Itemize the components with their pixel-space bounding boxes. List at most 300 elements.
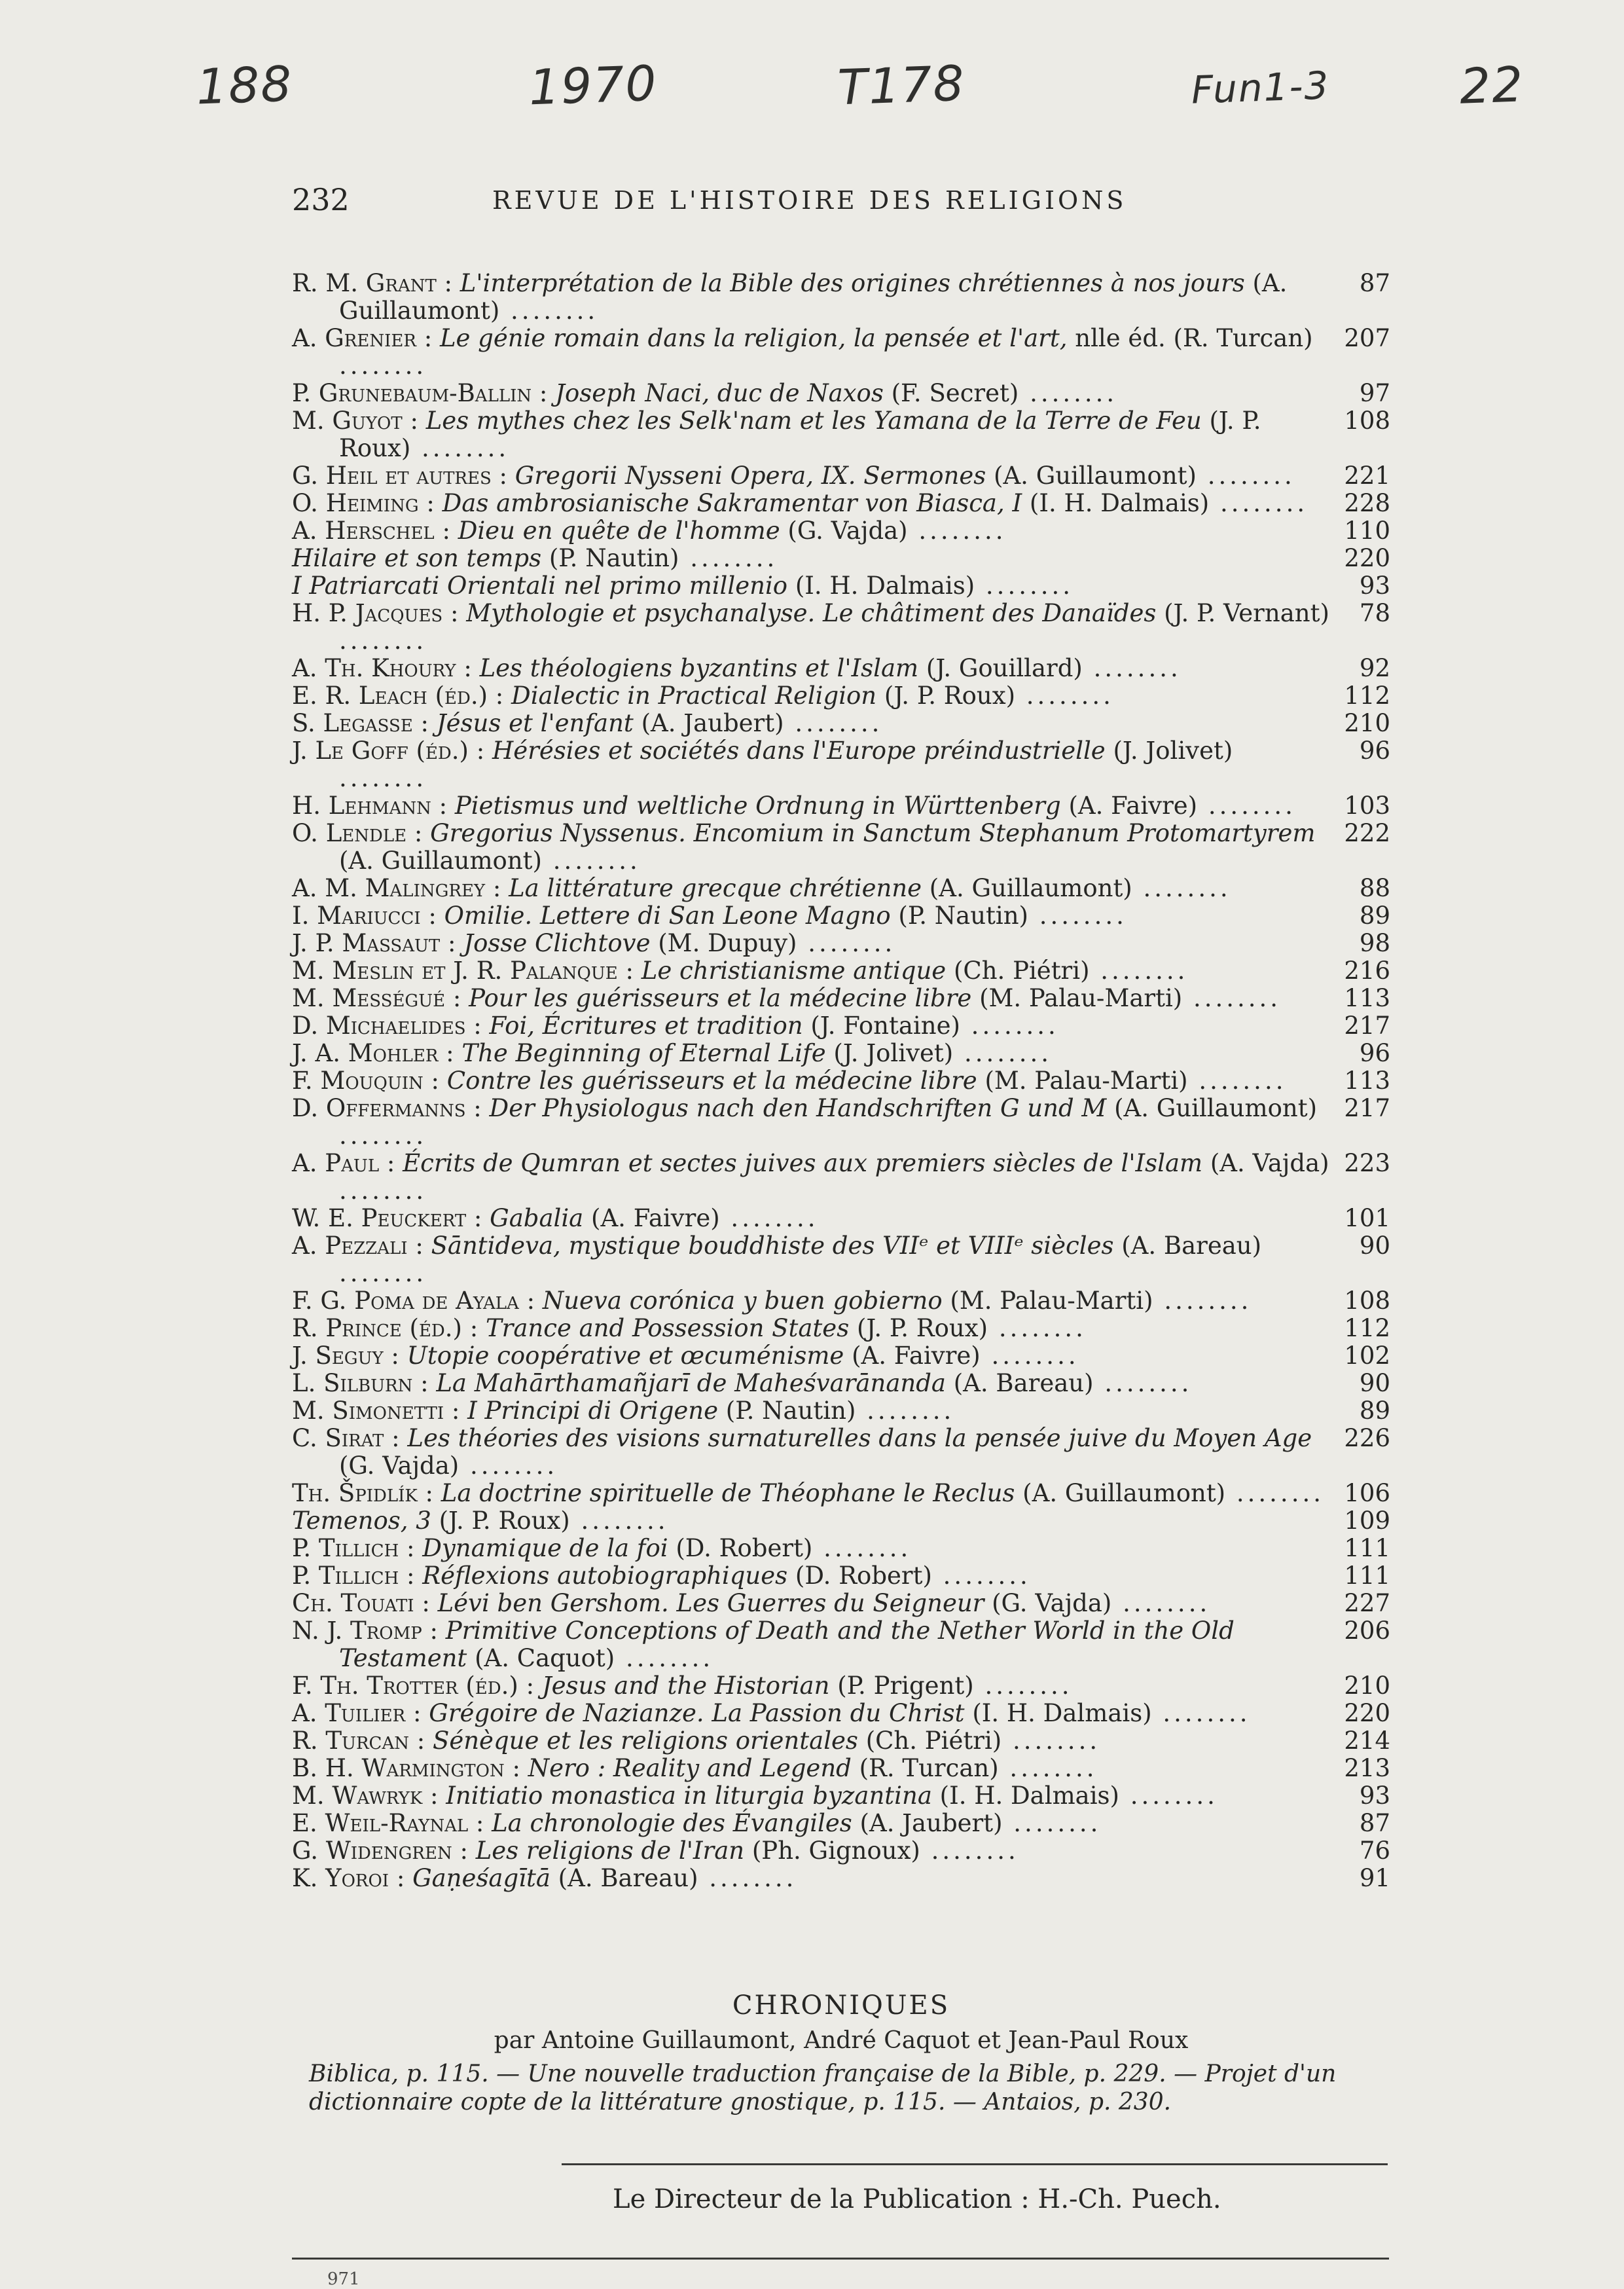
entry-author: S. Legasse : bbox=[292, 709, 429, 737]
entry-reviewer: (I. H. Dalmais) bbox=[1029, 489, 1210, 517]
handwritten-annotation-3: T178 bbox=[837, 55, 966, 117]
entry-title: I Patriarcati Orientali nel primo millenio bbox=[292, 572, 788, 600]
dot-leader: ........ bbox=[907, 517, 1007, 545]
entry-reviewer: (J. Jolivet) bbox=[833, 1039, 954, 1067]
entry-author: G. Heil et autres : bbox=[292, 462, 508, 490]
entry-title: La Mahārthamañjarī de Maheśvarānanda bbox=[436, 1369, 946, 1397]
entry-author: R. Prince (éd.) : bbox=[292, 1314, 478, 1342]
entry-reviewer: nlle éd. (R. Turcan) bbox=[1075, 324, 1313, 352]
entry-title: Écrits de Qumran et sectes juives aux premiers siècles de l'Islam bbox=[403, 1149, 1203, 1177]
index-entry-text bbox=[292, 737, 1331, 792]
index-entry bbox=[292, 1287, 1390, 1315]
index-entry bbox=[292, 462, 1390, 490]
entry-title: Hilaire et son temps bbox=[292, 544, 542, 572]
index-entry-text bbox=[292, 1810, 1331, 1837]
entry-title: Nueva corónica y buen gobierno bbox=[542, 1287, 943, 1315]
index-entry-text bbox=[292, 490, 1331, 517]
dot-leader: ........ bbox=[339, 627, 427, 655]
entry-author: M. Mességué : bbox=[292, 984, 461, 1012]
review-index-list bbox=[292, 270, 1390, 1892]
entry-reviewer: (J. P. Roux) bbox=[439, 1507, 570, 1535]
entry-author: O. Heiming : bbox=[292, 489, 435, 517]
entry-reviewer: (A. Guillaumont) bbox=[929, 874, 1132, 902]
entry-author: E. R. Leach (éd.) : bbox=[292, 682, 504, 710]
entry-author: J. A. Mohler : bbox=[292, 1039, 454, 1067]
index-entry bbox=[292, 1755, 1390, 1782]
entry-title: I Principi di Origene bbox=[467, 1397, 719, 1425]
entry-reviewer: (I. H. Dalmais) bbox=[939, 1782, 1119, 1810]
index-entry-text bbox=[292, 1342, 1331, 1370]
entry-reviewer: (F. Secret) bbox=[891, 379, 1019, 407]
index-entry-text bbox=[292, 1480, 1331, 1507]
entry-page: 76 bbox=[1359, 1837, 1390, 1865]
entry-reviewer: (A. Guillaumont) bbox=[1022, 1479, 1226, 1507]
entry-page: 221 bbox=[1344, 462, 1390, 490]
index-entry bbox=[292, 682, 1390, 710]
index-entry bbox=[292, 1507, 1390, 1535]
index-entry bbox=[292, 1205, 1390, 1232]
entry-page: 92 bbox=[1359, 654, 1390, 682]
entry-author: A. Th. Khoury : bbox=[292, 654, 472, 682]
dot-leader: ........ bbox=[410, 434, 510, 462]
dot-leader: ........ bbox=[1019, 379, 1118, 407]
dot-leader: ........ bbox=[569, 1507, 669, 1535]
dot-leader: ........ bbox=[812, 1534, 912, 1562]
entry-page: 216 bbox=[1344, 957, 1390, 985]
dot-leader: ........ bbox=[339, 1122, 427, 1150]
index-entry-text bbox=[292, 957, 1331, 985]
index-entry bbox=[292, 875, 1390, 902]
entry-title: Les théories des visions surnaturelles dans la pensée juive du Moyen Age bbox=[407, 1424, 1312, 1452]
dot-leader: ........ bbox=[1028, 902, 1127, 930]
entry-page: 93 bbox=[1359, 572, 1390, 600]
entry-title: Contre les guérisseurs et la médecine libre bbox=[446, 1067, 977, 1095]
entry-reviewer: (J. P. Roux) bbox=[856, 1314, 988, 1342]
entry-page: 103 bbox=[1344, 792, 1390, 820]
entry-author: J. P. Massaut : bbox=[292, 929, 456, 957]
entry-title: Nero : Reality and Legend bbox=[528, 1754, 852, 1782]
index-entry-text bbox=[292, 1535, 1331, 1562]
dot-leader: ........ bbox=[953, 1039, 1053, 1067]
index-entry bbox=[292, 1067, 1390, 1095]
index-entry bbox=[292, 1397, 1390, 1425]
entry-page: 217 bbox=[1344, 1094, 1390, 1122]
index-entry-text bbox=[292, 792, 1331, 820]
entry-page: 89 bbox=[1359, 902, 1390, 930]
entry-reviewer: (P. Nautin) bbox=[898, 902, 1028, 930]
entry-title: Temenos, 3 bbox=[292, 1507, 431, 1535]
entry-page: 207 bbox=[1344, 324, 1390, 352]
index-entry bbox=[292, 1865, 1390, 1892]
dot-leader: ........ bbox=[541, 847, 641, 875]
entry-page: 93 bbox=[1359, 1782, 1390, 1810]
entry-title: Pour les guérisseurs et la médecine libre bbox=[469, 984, 972, 1012]
entry-reviewer: (M. Palau-Marti) bbox=[950, 1287, 1153, 1315]
entry-page: 96 bbox=[1359, 737, 1390, 765]
handwritten-annotation-1: 188 bbox=[195, 56, 294, 116]
entry-reviewer: (I. H. Dalmais) bbox=[972, 1699, 1152, 1727]
dot-leader: ........ bbox=[615, 1644, 714, 1672]
entry-author: F. Mouquin : bbox=[292, 1067, 440, 1095]
entry-page: 210 bbox=[1344, 709, 1390, 737]
entry-author: J. Seguy : bbox=[292, 1342, 399, 1370]
index-entry bbox=[292, 545, 1390, 572]
entry-page: 101 bbox=[1344, 1204, 1390, 1232]
entry-author: Th. Špidlík : bbox=[292, 1479, 434, 1507]
dot-leader: ........ bbox=[1209, 489, 1308, 517]
index-entry-text bbox=[292, 655, 1331, 682]
entry-reviewer: (A. Faivre) bbox=[591, 1204, 720, 1232]
entry-title: Dieu en quête de l'homme bbox=[458, 517, 780, 545]
index-entry bbox=[292, 1782, 1390, 1810]
dot-leader: ........ bbox=[931, 1562, 1031, 1590]
index-entry bbox=[292, 902, 1390, 930]
entry-title: Dialectic in Practical Religion bbox=[511, 682, 877, 710]
index-entry-text bbox=[292, 1425, 1331, 1480]
entry-page: 113 bbox=[1344, 1067, 1390, 1095]
index-entry-text bbox=[292, 1865, 1331, 1892]
index-entry-text bbox=[292, 1617, 1331, 1672]
entry-page: 89 bbox=[1359, 1397, 1390, 1425]
index-entry bbox=[292, 930, 1390, 957]
entry-reviewer: (D. Robert) bbox=[676, 1534, 813, 1562]
index-entry bbox=[292, 1700, 1390, 1727]
entry-reviewer: (R. Turcan) bbox=[859, 1754, 999, 1782]
index-entry-text bbox=[292, 1095, 1331, 1150]
entry-page: 110 bbox=[1344, 517, 1390, 545]
entry-page: 108 bbox=[1344, 407, 1390, 435]
dot-leader: ........ bbox=[339, 1177, 427, 1205]
index-entry-text bbox=[292, 1782, 1331, 1810]
dot-leader: ........ bbox=[1111, 1589, 1211, 1617]
entry-author: M. Guyot : bbox=[292, 407, 418, 435]
entry-title: Trance and Possession States bbox=[485, 1314, 850, 1342]
entry-title: Initiatio monastica in liturgia byzantina bbox=[446, 1782, 932, 1810]
dot-leader: ........ bbox=[960, 1012, 1059, 1040]
dot-leader: ........ bbox=[1119, 1782, 1218, 1810]
entry-reviewer: (A. Bareau) bbox=[1121, 1232, 1262, 1260]
index-entry bbox=[292, 1095, 1390, 1150]
entry-author: M. Wawryk : bbox=[292, 1782, 439, 1810]
dot-leader: ........ bbox=[1151, 1699, 1251, 1727]
dot-leader: ........ bbox=[998, 1754, 1098, 1782]
entry-reviewer: (A. Jaubert) bbox=[859, 1809, 1003, 1837]
entry-reviewer: (Ch. Piétri) bbox=[953, 957, 1090, 985]
entry-page: 90 bbox=[1359, 1369, 1390, 1397]
entry-author: F. G. Poma de Ayala : bbox=[292, 1287, 535, 1315]
dot-leader: ........ bbox=[1001, 1727, 1101, 1755]
entry-reviewer: (P. Nautin) bbox=[549, 544, 679, 572]
entry-title: Jésus et l'enfant bbox=[436, 709, 634, 737]
entry-author: A. Grenier : bbox=[292, 324, 433, 352]
entry-reviewer: (A. Jaubert) bbox=[641, 709, 784, 737]
entry-reviewer: (A. Bareau) bbox=[558, 1864, 698, 1892]
divider-rule bbox=[562, 2163, 1388, 2165]
entry-author: Ch. Touati : bbox=[292, 1589, 430, 1617]
index-entry-text bbox=[292, 820, 1331, 875]
entry-reviewer: (A. Faivre) bbox=[852, 1342, 981, 1370]
index-entry-text bbox=[292, 1397, 1331, 1425]
dot-leader: ........ bbox=[988, 1314, 1087, 1342]
dot-leader: ........ bbox=[1182, 984, 1282, 1012]
dot-leader: ........ bbox=[339, 764, 427, 792]
index-entry-text bbox=[292, 462, 1331, 490]
entry-reviewer: (G. Vajda) bbox=[339, 1452, 460, 1480]
entry-author: D. Michaelides : bbox=[292, 1012, 482, 1040]
entry-reviewer: (J. P. Roux) bbox=[339, 407, 1261, 462]
index-entry-text bbox=[292, 1315, 1331, 1342]
chroniques-body: Biblica, p. 115. — Une nouvelle traduction française de la Bible, p. 229. — Projet d'un dictionnaire copte de la littérature gnostique, p. 115. — Antaios, p. 230. bbox=[309, 2060, 1337, 2115]
index-entry-text bbox=[292, 985, 1331, 1012]
entry-title: Sāntideva, mystique bouddhiste des VIIᵉ et VIIIᵉ siècles bbox=[431, 1232, 1114, 1260]
entry-author: J. Le Goff (éd.) : bbox=[292, 737, 485, 765]
entry-page: 87 bbox=[1359, 269, 1390, 297]
index-entry-text bbox=[292, 1837, 1331, 1865]
dot-leader: ........ bbox=[797, 929, 896, 957]
entry-title: Hérésies et sociétés dans l'Europe préindustrielle bbox=[492, 737, 1106, 765]
entry-title: La chronologie des Évangiles bbox=[492, 1809, 852, 1837]
index-entry bbox=[292, 600, 1390, 655]
index-entry bbox=[292, 1370, 1390, 1397]
index-entry-text bbox=[292, 1150, 1331, 1205]
entry-page: 112 bbox=[1344, 682, 1390, 710]
entry-title: Josse Clichtove bbox=[463, 929, 651, 957]
index-entry-text bbox=[292, 1287, 1331, 1315]
entry-page: 111 bbox=[1344, 1562, 1390, 1590]
dot-leader: ........ bbox=[1153, 1287, 1252, 1315]
index-entry bbox=[292, 655, 1390, 682]
entry-page: 217 bbox=[1344, 1012, 1390, 1040]
dot-leader: ........ bbox=[1132, 874, 1231, 902]
index-entry bbox=[292, 1590, 1390, 1617]
index-entry bbox=[292, 517, 1390, 545]
index-entry bbox=[292, 407, 1390, 462]
entry-title: La doctrine spirituelle de Théophane le Reclus bbox=[441, 1479, 1015, 1507]
entry-title: Gregorii Nysseni Opera, IX. Sermones bbox=[514, 462, 986, 490]
entry-author: M. Meslin et J. R. Palanque : bbox=[292, 957, 634, 985]
entry-reviewer: (A. Bareau) bbox=[953, 1369, 1094, 1397]
entry-reviewer: (J. Fontaine) bbox=[810, 1012, 960, 1040]
entry-title: Dynamique de la foi bbox=[422, 1534, 668, 1562]
dot-leader: ........ bbox=[1089, 957, 1189, 985]
index-entry-text bbox=[292, 902, 1331, 930]
index-entry-text bbox=[292, 1507, 1331, 1535]
dot-leader: ........ bbox=[339, 1259, 427, 1287]
entry-title: Grégoire de Nazianze. La Passion du Christ bbox=[429, 1699, 965, 1727]
index-entry bbox=[292, 1342, 1390, 1370]
entry-page: 88 bbox=[1359, 874, 1390, 902]
entry-title: Gregorius Nyssenus. Encomium in Sanctum Stephanum Protomartyrem bbox=[430, 819, 1316, 847]
dot-leader: ........ bbox=[339, 352, 427, 380]
dot-leader: ........ bbox=[920, 1837, 1019, 1865]
index-entry-text bbox=[292, 1040, 1331, 1067]
entry-title: Gabalia bbox=[490, 1204, 584, 1232]
index-entry bbox=[292, 1810, 1390, 1837]
entry-author: A. Tuilier : bbox=[292, 1699, 422, 1727]
index-entry-text bbox=[292, 1755, 1331, 1782]
index-entry bbox=[292, 1425, 1390, 1480]
entry-author: P. Tillich : bbox=[292, 1534, 415, 1562]
dot-leader: ........ bbox=[980, 1342, 1079, 1370]
running-head: REVUE DE L'HISTOIRE DES RELIGIONS bbox=[492, 186, 1127, 215]
entry-author: H. P. Jacques : bbox=[292, 599, 459, 627]
entry-reviewer: (A. Guillaumont) bbox=[1114, 1094, 1318, 1122]
index-entry-text bbox=[292, 710, 1331, 737]
index-entry bbox=[292, 572, 1390, 600]
entry-page: 87 bbox=[1359, 1809, 1390, 1837]
dot-leader: ........ bbox=[973, 1672, 1073, 1700]
dot-leader: ........ bbox=[1187, 1067, 1287, 1095]
handwritten-annotation-4: Fun1-3 bbox=[1190, 63, 1331, 113]
entry-title: Joseph Naci, duc de Naxos bbox=[555, 379, 884, 407]
entry-reviewer: (J. Jolivet) bbox=[1113, 737, 1233, 765]
index-entry bbox=[292, 710, 1390, 737]
entry-page: 210 bbox=[1344, 1672, 1390, 1700]
index-entry-text bbox=[292, 545, 1331, 572]
entry-title: Gaṇeśagītā bbox=[412, 1864, 550, 1892]
entry-author: A. M. Malingrey : bbox=[292, 874, 501, 902]
dot-leader: ........ bbox=[1196, 462, 1295, 490]
dot-leader: ........ bbox=[1002, 1809, 1102, 1837]
index-entry bbox=[292, 380, 1390, 407]
entry-reviewer: (A. Faivre) bbox=[1068, 792, 1198, 820]
index-entry bbox=[292, 1837, 1390, 1865]
entry-title: Le génie romain dans la religion, la pensée et l'art, bbox=[439, 324, 1068, 352]
index-entry-text bbox=[292, 1700, 1331, 1727]
page-number: 232 bbox=[292, 182, 350, 217]
entry-page: 96 bbox=[1359, 1039, 1390, 1067]
entry-reviewer: (G. Vajda) bbox=[787, 517, 908, 545]
index-entry-text bbox=[292, 930, 1331, 957]
entry-reviewer: (P. Nautin) bbox=[725, 1397, 856, 1425]
footer-rule bbox=[292, 2258, 1389, 2260]
entry-page: 109 bbox=[1344, 1507, 1390, 1535]
index-entry-text bbox=[292, 1370, 1331, 1397]
entry-page: 108 bbox=[1344, 1287, 1390, 1315]
entry-page: 223 bbox=[1344, 1149, 1390, 1177]
entry-page: 102 bbox=[1344, 1342, 1390, 1370]
index-entry bbox=[292, 957, 1390, 985]
entry-author: I. Mariucci : bbox=[292, 902, 437, 930]
index-entry-text bbox=[292, 407, 1331, 462]
entry-page: 97 bbox=[1359, 379, 1390, 407]
index-entry bbox=[292, 1535, 1390, 1562]
publication-director: Le Directeur de la Publication : H.-Ch. Puech. bbox=[613, 2184, 1221, 2214]
entry-author: A. Herschel : bbox=[292, 517, 450, 545]
entry-reviewer: (A. Guillaumont) bbox=[994, 462, 1197, 490]
entry-author: W. E. Peuckert : bbox=[292, 1204, 482, 1232]
entry-author: E. Weil-Raynal : bbox=[292, 1809, 484, 1837]
entry-author: R. M. Grant : bbox=[292, 269, 453, 297]
entry-page: 98 bbox=[1359, 929, 1390, 957]
entry-title: Utopie coopérative et œcuménisme bbox=[406, 1342, 844, 1370]
entry-reviewer: (A. Guillaumont) bbox=[339, 269, 1288, 325]
entry-reviewer: (J. Gouillard) bbox=[926, 654, 1083, 682]
entry-title: Primitive Conceptions of Death and the Nether World in the Old Testament bbox=[339, 1617, 1235, 1672]
entry-title: La littérature grecque chrétienne bbox=[509, 874, 922, 902]
chroniques-section bbox=[292, 1990, 1390, 2054]
index-entry-text bbox=[292, 1590, 1331, 1617]
index-entry-text bbox=[292, 682, 1331, 710]
entry-author: N. J. Tromp : bbox=[292, 1617, 438, 1645]
entry-author: C. Sirat : bbox=[292, 1424, 400, 1452]
entry-page: 112 bbox=[1344, 1314, 1390, 1342]
index-entry bbox=[292, 1315, 1390, 1342]
index-entry bbox=[292, 1012, 1390, 1040]
dot-leader: ........ bbox=[1197, 792, 1296, 820]
entry-reviewer: (J. P. Roux) bbox=[884, 682, 1016, 710]
index-entry bbox=[292, 1617, 1390, 1672]
chroniques-heading: CHRONIQUES bbox=[732, 1990, 950, 2021]
index-entry-text bbox=[292, 1232, 1331, 1287]
entry-title: Der Physiologus nach den Handschriften G und M bbox=[489, 1094, 1107, 1122]
index-entry bbox=[292, 1040, 1390, 1067]
footer-number: 971 bbox=[327, 2269, 360, 2289]
index-entry-text bbox=[292, 875, 1331, 902]
entry-author: M. Simonetti : bbox=[292, 1397, 460, 1425]
entry-title: The Beginning of Eternal Life bbox=[461, 1039, 826, 1067]
entry-title: Das ambrosianische Sakramentar von Biasca, I bbox=[442, 489, 1022, 517]
entry-author: F. Th. Trotter (éd.) : bbox=[292, 1672, 535, 1700]
dot-leader: ........ bbox=[1015, 682, 1114, 710]
dot-leader: ........ bbox=[975, 572, 1074, 600]
index-entry-text bbox=[292, 1067, 1331, 1095]
index-entry bbox=[292, 792, 1390, 820]
index-entry bbox=[292, 820, 1390, 875]
entry-title: Jesus and the Historian bbox=[541, 1672, 830, 1700]
dot-leader: ........ bbox=[1093, 1369, 1193, 1397]
index-entry-text bbox=[292, 325, 1331, 380]
entry-title: Foi, Écritures et tradition bbox=[489, 1012, 803, 1040]
index-entry bbox=[292, 737, 1390, 792]
entry-author: H. Lehmann : bbox=[292, 792, 448, 820]
entry-page: 206 bbox=[1344, 1617, 1390, 1645]
entry-reviewer: (P. Prigent) bbox=[837, 1672, 974, 1700]
entry-page: 213 bbox=[1344, 1754, 1390, 1782]
dot-leader: ........ bbox=[784, 709, 883, 737]
entry-page: 78 bbox=[1359, 599, 1390, 627]
dot-leader: ........ bbox=[1082, 654, 1182, 682]
entry-title: Les mythes chez les Selk'nam et les Yamana de la Terre de Feu bbox=[425, 407, 1202, 435]
entry-title: Les religions de l'Iran bbox=[475, 1837, 745, 1865]
dot-leader: ........ bbox=[459, 1452, 558, 1480]
dot-leader: ........ bbox=[856, 1397, 955, 1425]
entry-reviewer: (Ph. Gignoux) bbox=[751, 1837, 920, 1865]
entry-title: Mythologie et psychanalyse. Le châtiment des Danaïdes bbox=[466, 599, 1157, 627]
index-entry bbox=[292, 985, 1390, 1012]
entry-reviewer: (M. Dupuy) bbox=[658, 929, 797, 957]
entry-reviewer: (A. Caquot) bbox=[475, 1644, 615, 1672]
entry-author: A. Pezzali : bbox=[292, 1232, 424, 1260]
dot-leader: ........ bbox=[1225, 1479, 1324, 1507]
entry-page: 111 bbox=[1344, 1534, 1390, 1562]
entry-title: Pietismus und weltliche Ordnung in Württenberg bbox=[454, 792, 1061, 820]
entry-page: 214 bbox=[1344, 1727, 1390, 1755]
index-entry bbox=[292, 325, 1390, 380]
index-entry-text bbox=[292, 270, 1331, 325]
index-entry-text bbox=[292, 1012, 1331, 1040]
handwritten-annotation-5: 22 bbox=[1458, 56, 1525, 115]
entry-reviewer: (G. Vajda) bbox=[992, 1589, 1112, 1617]
entry-title: Réflexions autobiographiques bbox=[422, 1562, 788, 1590]
entry-title: Les théologiens byzantins et l'Islam bbox=[479, 654, 919, 682]
handwritten-annotation-2: 1970 bbox=[528, 55, 659, 117]
index-entry-text bbox=[292, 380, 1331, 407]
entry-reviewer: (M. Palau-Marti) bbox=[979, 984, 1183, 1012]
dot-leader: ........ bbox=[719, 1204, 819, 1232]
entry-author: P. Grunebaum-Ballin : bbox=[292, 379, 548, 407]
entry-author: A. Paul : bbox=[292, 1149, 395, 1177]
